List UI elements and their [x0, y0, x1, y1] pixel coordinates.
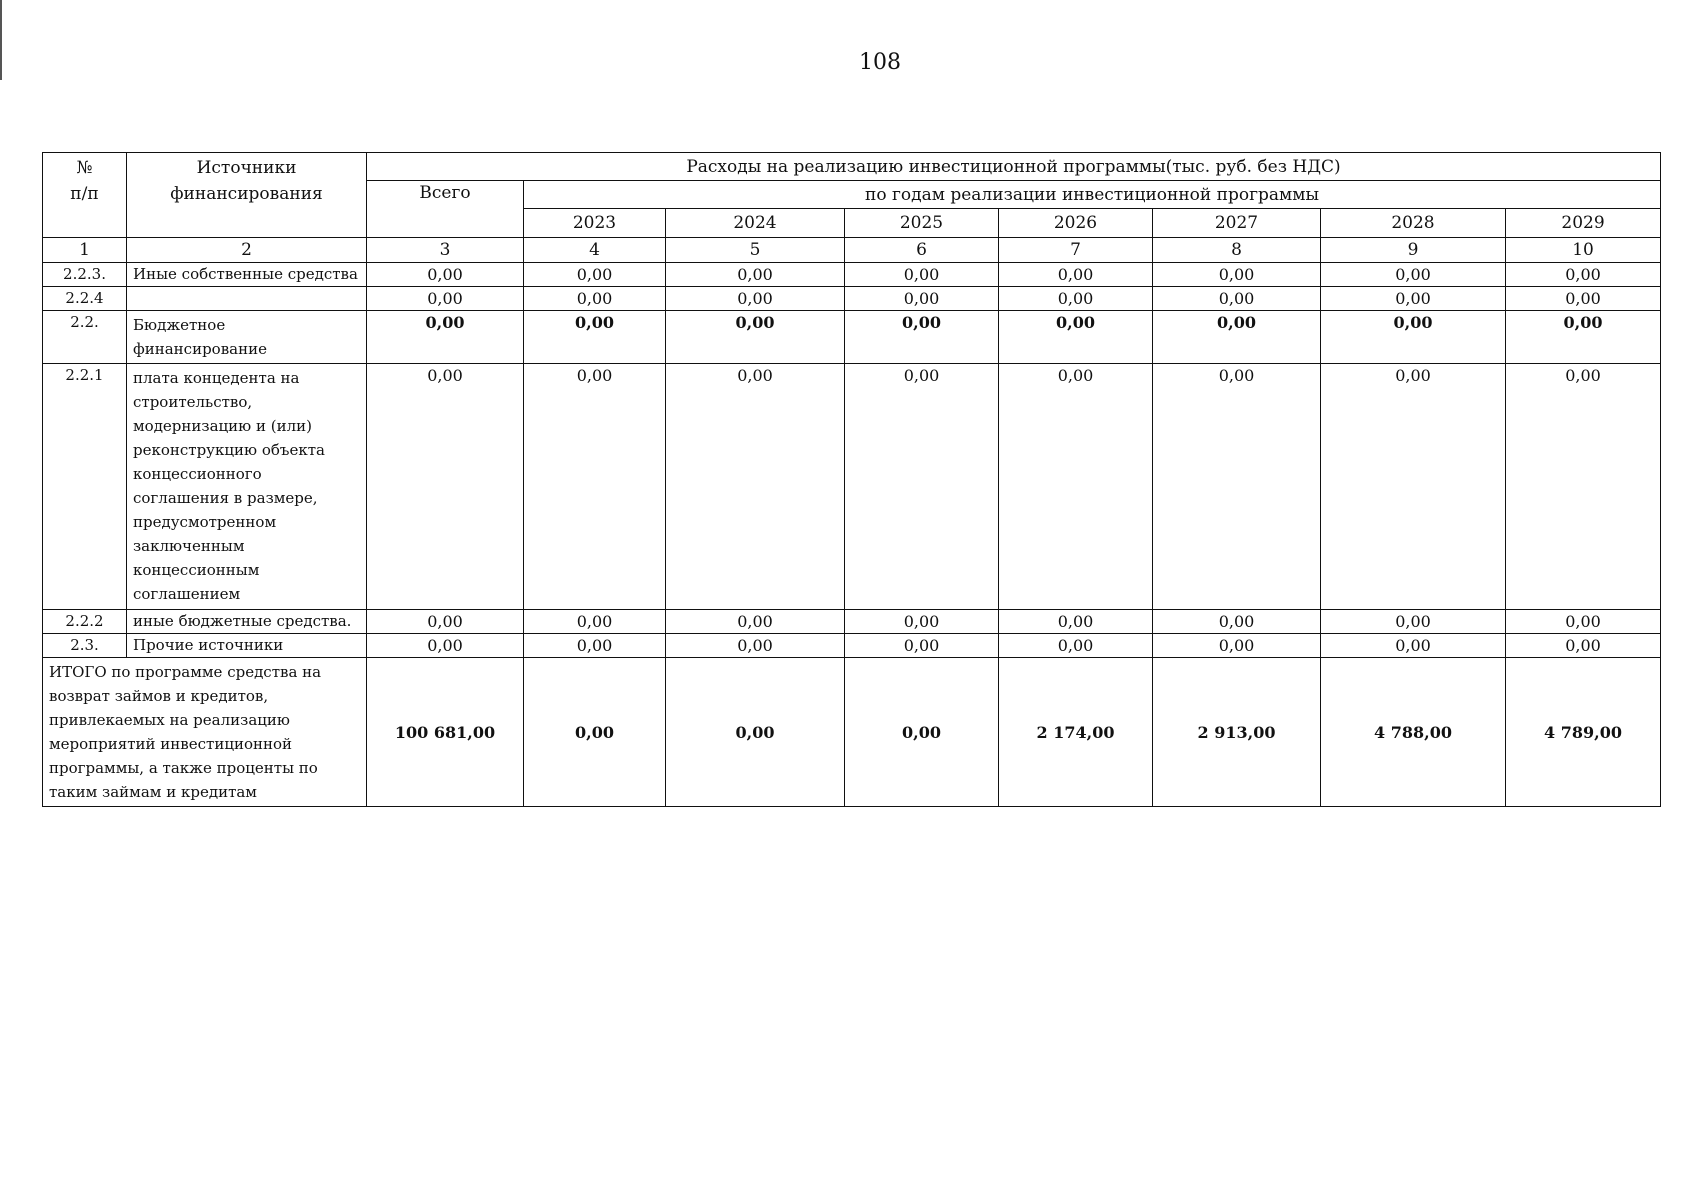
total-row-total: 100 681,00	[367, 658, 524, 807]
cell-value: 0,00	[666, 364, 845, 610]
row-total: 0,00	[367, 311, 524, 364]
cell-value: 0,00	[1153, 634, 1321, 658]
cell-value: 0,00	[845, 610, 999, 634]
cell-value: 0,00	[1506, 610, 1661, 634]
cell-value: 0,00	[1153, 610, 1321, 634]
cell-value: 0,00	[845, 263, 999, 287]
year-header: 2027	[1153, 209, 1321, 238]
cell-value: 0,00	[1506, 634, 1661, 658]
row-name: Бюджетное финансирование	[127, 311, 367, 364]
header-number	[43, 153, 127, 238]
cell-value: 0,00	[845, 287, 999, 311]
total-row	[43, 658, 1661, 807]
cell-value: 0,00	[999, 263, 1153, 287]
row-name: Иные собственные средства	[127, 263, 367, 287]
total-row-value: 2 174,00	[999, 658, 1153, 807]
table-row	[43, 263, 1661, 287]
table-row	[43, 610, 1661, 634]
cell-value: 0,00	[1321, 287, 1506, 311]
table-row	[43, 287, 1661, 311]
total-row-value: 4 788,00	[1321, 658, 1506, 807]
row-total: 0,00	[367, 287, 524, 311]
cell-value: 0,00	[524, 634, 666, 658]
cell-value: 0,00	[524, 610, 666, 634]
row-code: 2.2.3.	[43, 263, 127, 287]
total-row-value: 0,00	[845, 658, 999, 807]
cell-value: 0,00	[666, 263, 845, 287]
row-code: 2.2.4	[43, 287, 127, 311]
header-source	[127, 153, 367, 238]
cell-value: 0,00	[999, 287, 1153, 311]
cell-value: 0,00	[666, 287, 845, 311]
cell-value: 0,00	[999, 311, 1153, 364]
column-number: 8	[1153, 238, 1321, 263]
year-header: 2025	[845, 209, 999, 238]
cell-value: 0,00	[845, 634, 999, 658]
cell-value: 0,00	[1321, 634, 1506, 658]
column-number: 1	[43, 238, 127, 263]
row-name: Прочие источники	[127, 634, 367, 658]
cell-value: 0,00	[524, 311, 666, 364]
column-number: 3	[367, 238, 524, 263]
cell-value: 0,00	[1153, 263, 1321, 287]
year-header: 2023	[524, 209, 666, 238]
header-by-years: по годам реализации инвестиционной программы	[524, 181, 1661, 209]
row-name: иные бюджетные средства.	[127, 610, 367, 634]
table-row	[43, 311, 1661, 364]
column-number: 4	[524, 238, 666, 263]
cell-value: 0,00	[1321, 364, 1506, 610]
column-number: 7	[999, 238, 1153, 263]
cell-value: 0,00	[999, 610, 1153, 634]
table-row	[43, 364, 1661, 610]
page-number: 108	[859, 50, 901, 75]
cell-value: 0,00	[845, 311, 999, 364]
cell-value: 0,00	[1506, 263, 1661, 287]
row-code: 2.2.	[43, 311, 127, 364]
row-total: 0,00	[367, 610, 524, 634]
financing-table	[42, 152, 1661, 807]
column-number: 9	[1321, 238, 1506, 263]
row-name	[127, 287, 367, 311]
column-number: 10	[1506, 238, 1661, 263]
year-header: 2029	[1506, 209, 1661, 238]
column-number: 6	[845, 238, 999, 263]
cell-value: 0,00	[845, 364, 999, 610]
table-row	[43, 634, 1661, 658]
year-header: 2028	[1321, 209, 1506, 238]
total-row-label: ИТОГО по программе средства на возврат займов и кредитов, привлекаемых на реализацию мероприятий инвестиционной программы, а также проценты по таким займам и кредитам	[43, 658, 367, 807]
total-row-value: 0,00	[524, 658, 666, 807]
header-number-label: № п/п	[70, 158, 99, 204]
row-code: 2.3.	[43, 634, 127, 658]
cell-value: 0,00	[666, 634, 845, 658]
header-source-label: Источники финансирования	[170, 158, 323, 204]
cell-value: 0,00	[1153, 287, 1321, 311]
cell-value: 0,00	[524, 263, 666, 287]
row-code: 2.2.2	[43, 610, 127, 634]
cell-value: 0,00	[1321, 311, 1506, 364]
year-header: 2026	[999, 209, 1153, 238]
year-header: 2024	[666, 209, 845, 238]
cell-value: 0,00	[1153, 364, 1321, 610]
cell-value: 0,00	[1153, 311, 1321, 364]
cell-value: 0,00	[999, 634, 1153, 658]
total-row-value: 0,00	[666, 658, 845, 807]
cell-value: 0,00	[666, 610, 845, 634]
row-total: 0,00	[367, 263, 524, 287]
cell-value: 0,00	[524, 287, 666, 311]
cell-value: 0,00	[1506, 311, 1661, 364]
row-total: 0,00	[367, 634, 524, 658]
total-row-value: 4 789,00	[1506, 658, 1661, 807]
column-number: 5	[666, 238, 845, 263]
cell-value: 0,00	[999, 364, 1153, 610]
cell-value: 0,00	[1321, 263, 1506, 287]
cell-value: 0,00	[1321, 610, 1506, 634]
column-number: 2	[127, 238, 367, 263]
total-row-value: 2 913,00	[1153, 658, 1321, 807]
header-total: Всего	[367, 181, 524, 238]
cell-value: 0,00	[1506, 287, 1661, 311]
row-name: плата концедента на строительство, модернизацию и (или) реконструкцию объекта концессионного соглашения в размере, предусмотренном заключенным концессионным соглашением	[127, 364, 367, 610]
cell-value: 0,00	[666, 311, 845, 364]
cell-value: 0,00	[1506, 364, 1661, 610]
header-group-title: Расходы на реализацию инвестиционной программы(тыс. руб. без НДС)	[367, 153, 1661, 181]
cell-value: 0,00	[524, 364, 666, 610]
row-total: 0,00	[367, 364, 524, 610]
row-code: 2.2.1	[43, 364, 127, 610]
